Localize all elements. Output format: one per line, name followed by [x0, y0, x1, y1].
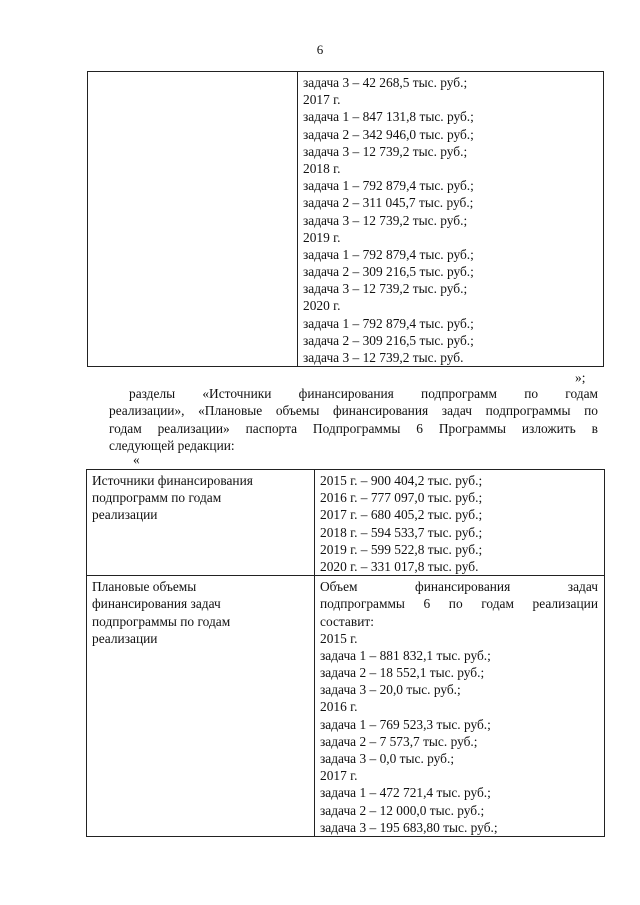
- list-item: задача 3 – 42 268,5 тыс. руб.;: [303, 75, 468, 90]
- list-item: задача 2 – 18 552,1 тыс. руб.;: [320, 665, 485, 681]
- continuation-table: [87, 71, 604, 367]
- list-item: задача 3 – 0,0 тыс. руб.;: [320, 751, 455, 766]
- amendment-paragraph: [109, 385, 598, 454]
- row-heading-line: подпрограммы по годам: [92, 613, 231, 629]
- table-cell-right: [315, 470, 605, 576]
- list-item: задача 3 – 20,0 тыс. руб.;: [320, 682, 461, 698]
- page-number: 6: [316, 42, 324, 57]
- table-cell-left: [88, 72, 298, 367]
- list-item: 2019 г. – 599 522,8 тыс. руб.;: [320, 541, 483, 557]
- list-item: задача 2 – 7 573,7 тыс. руб.;: [320, 733, 478, 749]
- list-item: задача 3 – 12 739,2 тыс. руб.: [303, 350, 464, 365]
- closing-quote: »;: [575, 370, 586, 385]
- list-item: задача 1 – 847 131,8 тыс. руб.;: [303, 109, 474, 125]
- paragraph-line: разделы «Источники финансирования подпрограмм по годам: [129, 386, 598, 401]
- row-heading-line: Источники финансирования: [92, 473, 253, 488]
- list-item: задача 3 – 195 683,80 тыс. руб.;: [320, 819, 498, 835]
- row-heading-line: подпрограмм по годам: [92, 490, 222, 506]
- table-row: [87, 470, 605, 576]
- list-item: 2016 г. – 777 097,0 тыс. руб.;: [320, 490, 483, 506]
- row-heading-line: реализации: [92, 630, 158, 646]
- list-item: задача 3 – 12 739,2 тыс. руб.;: [303, 212, 468, 228]
- list-item: задача 1 – 472 721,4 тыс. руб.;: [320, 785, 491, 801]
- list-item: задача 1 – 792 879,4 тыс. руб.;: [303, 178, 474, 194]
- list-item: задача 1 – 881 832,1 тыс. руб.;: [320, 647, 491, 663]
- table-row: [88, 72, 604, 367]
- row-heading-line: финансирования задач: [92, 596, 221, 612]
- justified-line: Объем финансирования задач: [320, 579, 598, 595]
- list-item: задача 2 – 309 216,5 тыс. руб.;: [303, 264, 474, 280]
- justified-line: подпрограммы 6 по годам реализации: [320, 596, 598, 612]
- row-heading-line: реализации: [92, 507, 158, 523]
- table-cell-left: [87, 470, 315, 576]
- opening-quote: «: [133, 452, 140, 467]
- list-item: составит:: [320, 613, 374, 629]
- paragraph-line: годам реализации» паспорта Подпрограммы 6 Программы изложить в: [109, 420, 598, 436]
- list-item: 2018 г. – 594 533,7 тыс. руб.;: [320, 524, 483, 540]
- table-cell-right: [298, 72, 604, 367]
- list-item: 2015 г. – 900 404,2 тыс. руб.;: [320, 473, 483, 488]
- table-cell-left: [87, 576, 315, 837]
- list-item: задача 2 – 309 216,5 тыс. руб.;: [303, 332, 474, 348]
- list-item: 2020 г.: [303, 298, 341, 314]
- list-item: 2015 г.: [320, 630, 358, 646]
- list-item: задача 3 – 12 739,2 тыс. руб.;: [303, 143, 468, 159]
- paragraph-line: реализации», «Плановые объемы финансирования задач подпрограммы по: [109, 403, 598, 419]
- list-item: 2016 г.: [320, 699, 358, 715]
- list-item: 2017 г.: [303, 92, 341, 108]
- list-item: задача 2 – 342 946,0 тыс. руб.;: [303, 126, 474, 142]
- list-item: 2018 г.: [303, 160, 341, 176]
- list-item: задача 2 – 12 000,0 тыс. руб.;: [320, 802, 485, 818]
- list-item: задача 1 – 769 523,3 тыс. руб.;: [320, 716, 491, 732]
- row-heading-line: Плановые объемы: [92, 579, 197, 595]
- list-item: задача 1 – 792 879,4 тыс. руб.;: [303, 246, 474, 262]
- list-item: задача 1 – 792 879,4 тыс. руб.;: [303, 315, 474, 331]
- passport-table: [86, 469, 605, 837]
- list-item: 2017 г.: [320, 768, 358, 784]
- list-item: задача 3 – 12 739,2 тыс. руб.;: [303, 281, 468, 297]
- table-cell-right: [315, 576, 605, 837]
- table-row: [87, 576, 605, 837]
- list-item: 2017 г. – 680 405,2 тыс. руб.;: [320, 507, 483, 523]
- list-item: задача 2 – 311 045,7 тыс. руб.;: [303, 195, 474, 211]
- list-item: 2019 г.: [303, 229, 341, 245]
- list-item: 2020 г. – 331 017,8 тыс. руб.: [320, 558, 479, 574]
- paragraph-line: следующей редакции:: [109, 437, 235, 453]
